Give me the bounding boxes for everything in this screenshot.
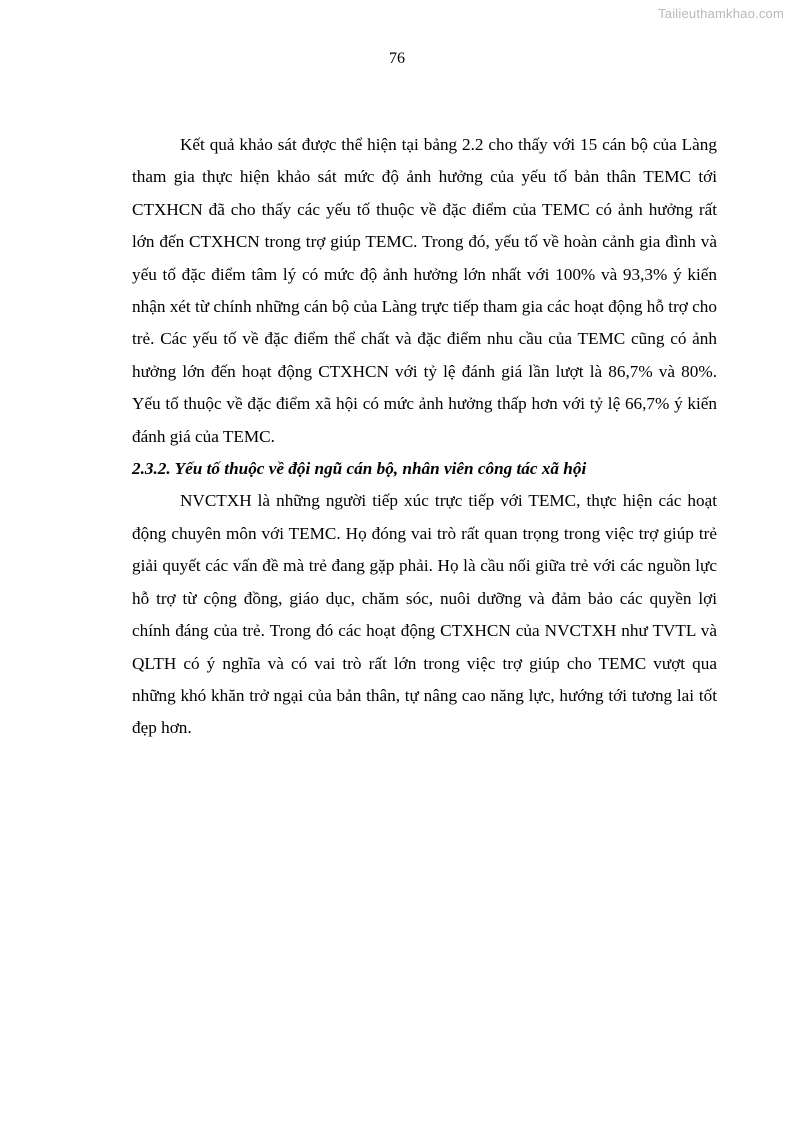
paragraph-social-workers: NVCTXH là những người tiếp xúc trực tiếp với TEMC, thực hiện các hoạt động chuyên môn với TEMC. Họ đóng vai trò rất quan trọng trong việc trợ giúp trẻ giải quyết các vấn đề mà trẻ đang gặp phải. Họ là cầu nối giữa trẻ với các nguồn lực hỗ trợ từ cộng đồng, giáo dục, chăm sóc, nuôi dưỡng và đảm bảo các quyền lợi chính đáng của trẻ. Trong đó các hoạt động CTXHCN của NVCTXH như TVTL và QLTH có ý nghĩa và có vai trò rất lớn trong việc trợ giúp cho TEMC vượt qua những khó khăn trở ngại của bản thân, tự nâng cao năng lực, hướng tới tương lai tốt đẹp hơn. (132, 491, 717, 738)
paragraph-survey-results: Kết quả khảo sát được thể hiện tại bảng 2.2 cho thấy với 15 cán bộ của Làng tham gia thực hiện khảo sát mức độ ảnh hưởng của yếu tố bản thân TEMC tới CTXHCN đã cho thấy các yếu tố thuộc về đặc điểm của TEMC có ảnh hưởng rất lớn đến CTXHCN trong trợ giúp TEMC. Trong đó, yếu tố về hoàn cảnh gia đình và yếu tố đặc điểm tâm lý có mức độ ảnh hưởng lớn nhất với 100% và 93,3% ý kiến nhận xét từ chính những cán bộ của Làng trực tiếp tham gia các hoạt động hỗ trợ cho trẻ. Các yếu tố về đặc điểm thể chất và đặc điểm nhu cầu của TEMC cũng có ảnh hưởng lớn đến hoạt động CTXHCN với tỷ lệ đánh giá lần lượt là 86,7% và 80%. Yếu tố thuộc về đặc điểm xã hội có mức ảnh hưởng thấp hơn với tỷ lệ 66,7% ý kiến đánh giá của TEMC. (132, 135, 717, 446)
section-heading: 2.3.2. Yếu tố thuộc về đội ngũ cán bộ, nhân viên công tác xã hội (132, 459, 587, 479)
page-number: 76 (389, 50, 405, 67)
watermark: Tailieuthamkhao.com (658, 6, 784, 21)
document-body (132, 129, 717, 745)
